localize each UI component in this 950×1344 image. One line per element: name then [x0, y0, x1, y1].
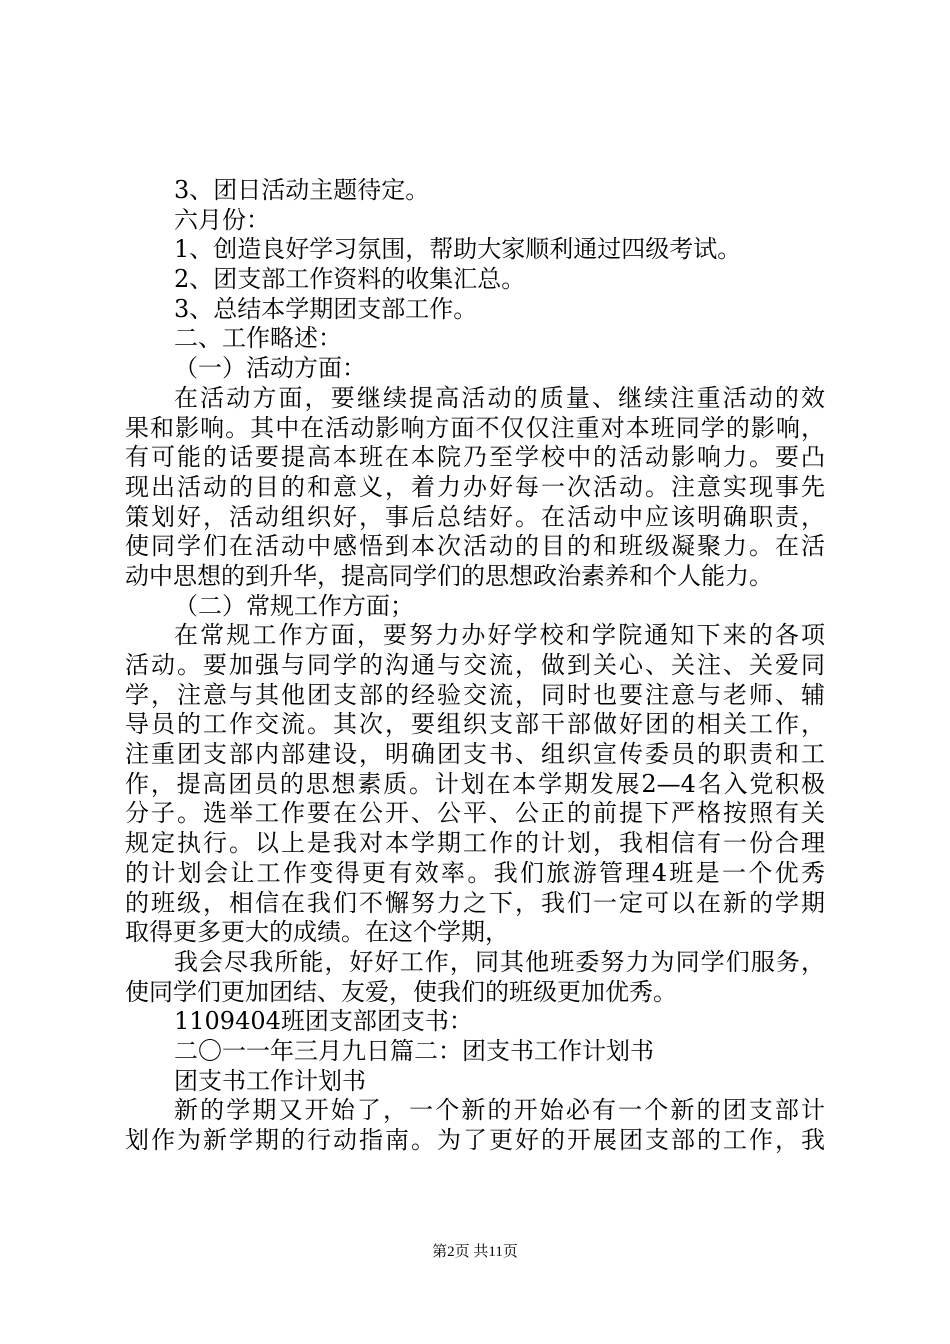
paragraph-line: 新的学期又开始了，一个新的开始必有一个新的团支部计	[174, 1096, 825, 1125]
paragraph-line: 使同学们更加团结、友爱，使我们的班级更加优秀。	[125, 977, 677, 1006]
paragraph-line: 规定执行。以上是我对本学期工作的计划，我相信有一份合理	[125, 829, 825, 858]
subsection-heading: （二）常规工作方面；	[174, 591, 414, 620]
date-line: 二〇一一年三月九日篇二：团支书工作计划书	[174, 1036, 654, 1065]
paragraph-line: 的计划会让工作变得更有效率。我们旅游管理4班是一个优秀	[125, 858, 825, 887]
paragraph-line: 划作为新学期的行动指南。为了更好的开展团支部的工作，我	[125, 1126, 825, 1154]
section-heading: 二、工作略述：	[174, 324, 342, 353]
paragraph-line: 有可能的话要提高本班在本院乃至学校中的活动影响力。要凸	[125, 443, 825, 472]
text-line: 3、团日活动主题待定。	[174, 176, 430, 204]
signature-line: 1109404班团支部团支书：	[174, 1007, 473, 1036]
paragraph-line: 现出活动的目的和意义，着力办好每一次活动。注意实现事先	[125, 472, 825, 501]
paragraph-line: 取得更多更大的成绩。在这个学期，	[125, 918, 509, 947]
page-footer: 第2页 共11页	[432, 1244, 518, 1260]
paragraph-line: 注重团支部内部建设，明确团支书、组织宣传委员的职责和工	[125, 740, 825, 769]
document-body	[125, 176, 825, 1156]
text-line: 六月份：	[174, 205, 270, 234]
text-line: 1、创造良好学习氛围，帮助大家顺利通过四级考试。	[174, 235, 742, 264]
subsection-heading: （一）活动方面：	[174, 354, 366, 383]
paragraph-line: 作，提高团员的思想素质。计划在本学期发展2—4名入党积极	[125, 769, 825, 798]
paragraph-line: 果和影响。其中在活动影响方面不仅仅注重对本班同学的影响，	[125, 413, 825, 442]
text-line: 2、团支部工作资料的收集汇总。	[174, 265, 526, 294]
paragraph-line: 在活动方面，要继续提高活动的质量、继续注重活动的效	[174, 383, 825, 412]
paragraph-line: 动中思想的到升华，提高同学们的思想政治素养和个人能力。	[125, 561, 773, 590]
paragraph-line: 使同学们在活动中感悟到本次活动的目的和班级凝聚力。在活	[125, 532, 825, 561]
paragraph-line: 在常规工作方面，要努力办好学校和学院通知下来的各项	[174, 621, 825, 650]
paragraph-line: 活动。要加强与同学的沟通与交流，做到关心、关注、关爱同	[125, 651, 825, 679]
paragraph-line: 导员的工作交流。其次，要组织支部干部做好团的相关工作，	[125, 710, 825, 739]
paragraph-line: 学，注意与其他团支部的经验交流，同时也要注意与老师、辅	[125, 680, 825, 709]
document-subtitle: 团支书工作计划书	[174, 1066, 366, 1095]
paragraph-line: 分子。选举工作要在公开、公平、公正的前提下严格按照有关	[125, 799, 825, 828]
paragraph-line: 策划好，活动组织好，事后总结好。在活动中应该明确职责，	[125, 502, 825, 531]
text-line: 3、总结本学期团支部工作。	[174, 294, 478, 323]
paragraph-line: 的班级，相信在我们不懈努力之下，我们一定可以在新的学期	[125, 888, 825, 917]
paragraph-line: 我会尽我所能，好好工作，同其他班委努力为同学们服务，	[174, 947, 825, 976]
